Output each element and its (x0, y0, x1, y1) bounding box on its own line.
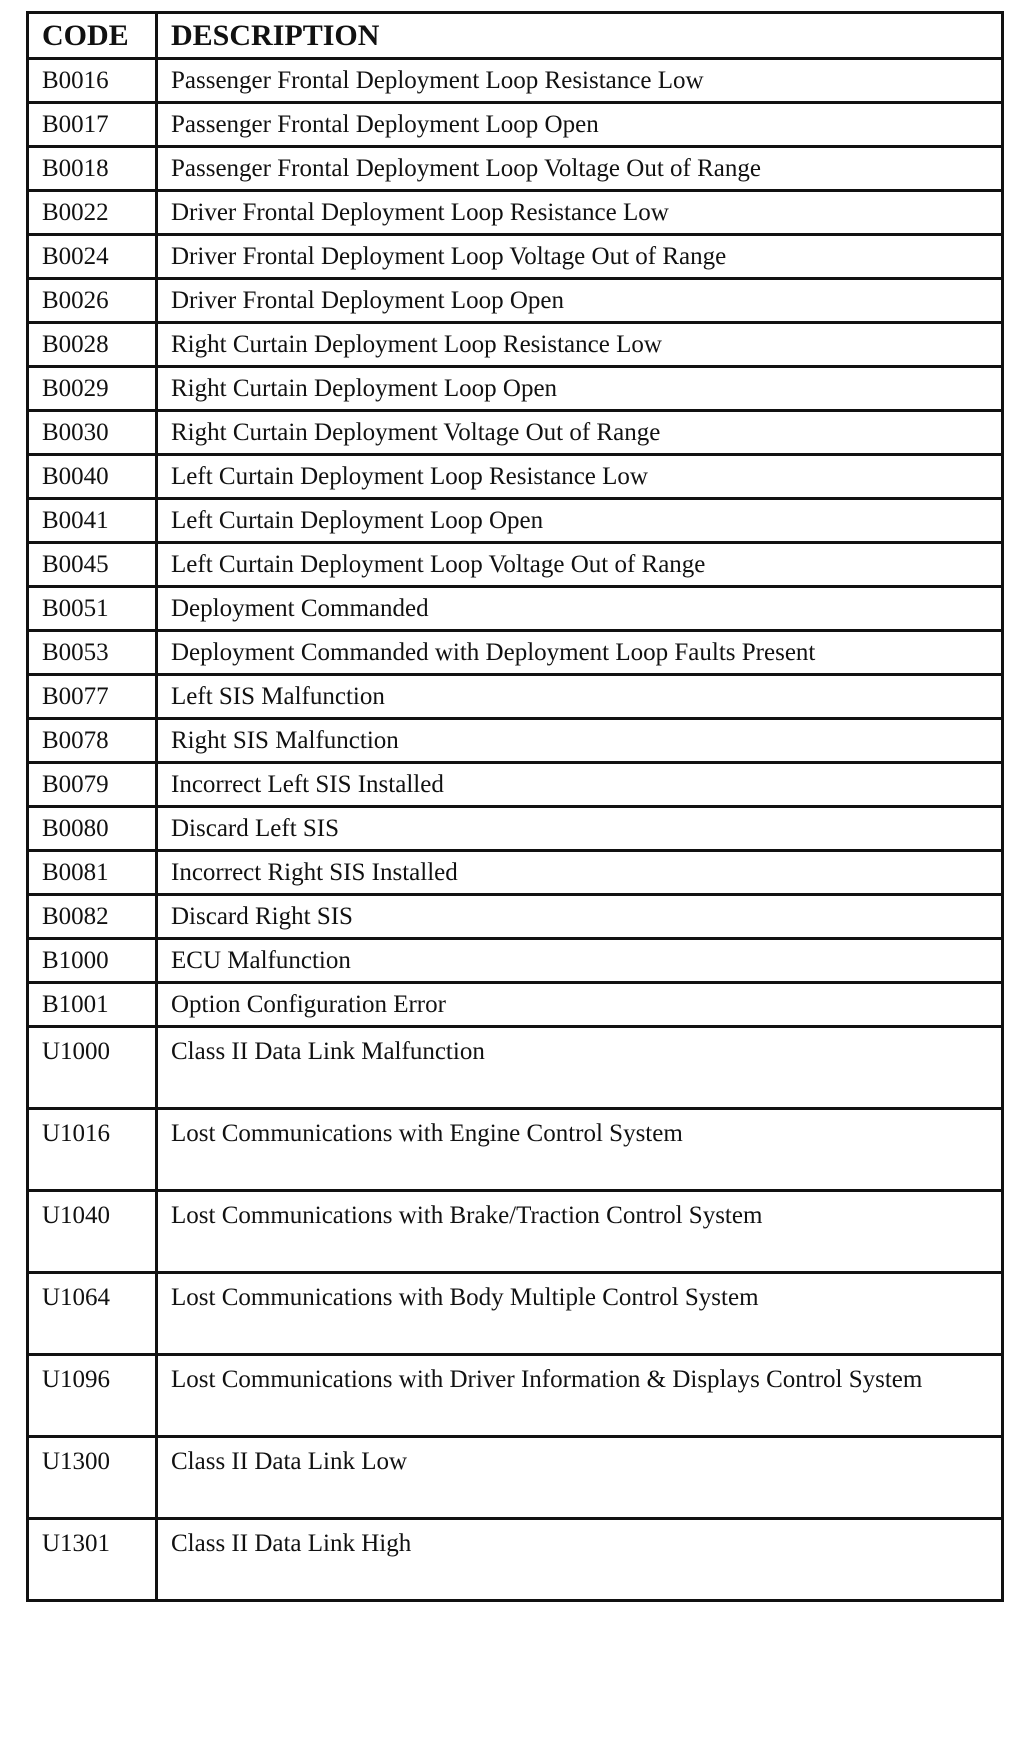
description-cell: Right SIS Malfunction (157, 719, 1003, 763)
description-cell: Left SIS Malfunction (157, 675, 1003, 719)
table-row (28, 1273, 1003, 1355)
code-cell: B0041 (28, 499, 157, 543)
code-cell: B0078 (28, 719, 157, 763)
table-row (28, 983, 1003, 1027)
description-cell: Driver Frontal Deployment Loop Voltage Out of Range (157, 235, 1003, 279)
table-body (28, 59, 1003, 1601)
code-cell: B0045 (28, 543, 157, 587)
description-cell: Incorrect Right SIS Installed (157, 851, 1003, 895)
description-cell: Incorrect Left SIS Installed (157, 763, 1003, 807)
description-cell: Lost Communications with Driver Information & Displays Control System (157, 1355, 1003, 1437)
table-row (28, 939, 1003, 983)
table-row (28, 1355, 1003, 1437)
description-cell: Class II Data Link Low (157, 1437, 1003, 1519)
code-cell: B0022 (28, 191, 157, 235)
code-cell: U1300 (28, 1437, 157, 1519)
code-cell: B0030 (28, 411, 157, 455)
code-cell: B0053 (28, 631, 157, 675)
table-row (28, 675, 1003, 719)
code-cell: B0082 (28, 895, 157, 939)
description-cell: Left Curtain Deployment Loop Resistance Low (157, 455, 1003, 499)
code-cell: B1001 (28, 983, 157, 1027)
code-cell: B1000 (28, 939, 157, 983)
table-row (28, 719, 1003, 763)
description-cell: Class II Data Link Malfunction (157, 1027, 1003, 1109)
code-cell: U1016 (28, 1109, 157, 1191)
table-row (28, 59, 1003, 103)
description-cell: Class II Data Link High (157, 1519, 1003, 1601)
description-cell: Deployment Commanded (157, 587, 1003, 631)
code-cell: B0040 (28, 455, 157, 499)
table-row (28, 631, 1003, 675)
table-row (28, 191, 1003, 235)
code-cell: B0026 (28, 279, 157, 323)
description-cell: Right Curtain Deployment Loop Open (157, 367, 1003, 411)
code-cell: U1000 (28, 1027, 157, 1109)
code-cell: B0017 (28, 103, 157, 147)
table-row (28, 279, 1003, 323)
code-cell: B0029 (28, 367, 157, 411)
code-cell: B0081 (28, 851, 157, 895)
code-cell: B0080 (28, 807, 157, 851)
code-cell: B0051 (28, 587, 157, 631)
table-row (28, 235, 1003, 279)
table-row (28, 367, 1003, 411)
description-cell: Left Curtain Deployment Loop Open (157, 499, 1003, 543)
description-cell: Right Curtain Deployment Voltage Out of Range (157, 411, 1003, 455)
code-column-header: CODE (28, 13, 157, 59)
table-row (28, 499, 1003, 543)
table-row (28, 1191, 1003, 1273)
code-cell: B0018 (28, 147, 157, 191)
description-column-header: DESCRIPTION (157, 13, 1003, 59)
description-cell: Discard Right SIS (157, 895, 1003, 939)
description-cell: Option Configuration Error (157, 983, 1003, 1027)
table-row (28, 455, 1003, 499)
table-row (28, 1027, 1003, 1109)
table-row (28, 807, 1003, 851)
table-row (28, 411, 1003, 455)
table-row (28, 587, 1003, 631)
description-cell: Deployment Commanded with Deployment Loop Faults Present (157, 631, 1003, 675)
table-header-row (28, 13, 1003, 59)
table-row (28, 147, 1003, 191)
description-cell: ECU Malfunction (157, 939, 1003, 983)
code-cell: B0028 (28, 323, 157, 367)
description-cell: Lost Communications with Brake/Traction Control System (157, 1191, 1003, 1273)
dtc-table (26, 11, 1004, 1602)
code-cell: B0077 (28, 675, 157, 719)
description-cell: Passenger Frontal Deployment Loop Voltage Out of Range (157, 147, 1003, 191)
description-cell: Right Curtain Deployment Loop Resistance Low (157, 323, 1003, 367)
table-row (28, 103, 1003, 147)
code-cell: U1096 (28, 1355, 157, 1437)
code-cell: B0016 (28, 59, 157, 103)
code-cell: U1301 (28, 1519, 157, 1601)
description-cell: Passenger Frontal Deployment Loop Resistance Low (157, 59, 1003, 103)
code-cell: U1064 (28, 1273, 157, 1355)
table-row (28, 543, 1003, 587)
table-row (28, 323, 1003, 367)
table-row (28, 1437, 1003, 1519)
table-row (28, 763, 1003, 807)
description-cell: Driver Frontal Deployment Loop Resistance Low (157, 191, 1003, 235)
description-cell: Lost Communications with Engine Control System (157, 1109, 1003, 1191)
description-cell: Passenger Frontal Deployment Loop Open (157, 103, 1003, 147)
table-row (28, 851, 1003, 895)
description-cell: Driver Frontal Deployment Loop Open (157, 279, 1003, 323)
code-cell: B0079 (28, 763, 157, 807)
table-row (28, 895, 1003, 939)
description-cell: Discard Left SIS (157, 807, 1003, 851)
code-cell: B0024 (28, 235, 157, 279)
table-row (28, 1109, 1003, 1191)
table-row (28, 1519, 1003, 1601)
description-cell: Lost Communications with Body Multiple Control System (157, 1273, 1003, 1355)
code-cell: U1040 (28, 1191, 157, 1273)
description-cell: Left Curtain Deployment Loop Voltage Out of Range (157, 543, 1003, 587)
